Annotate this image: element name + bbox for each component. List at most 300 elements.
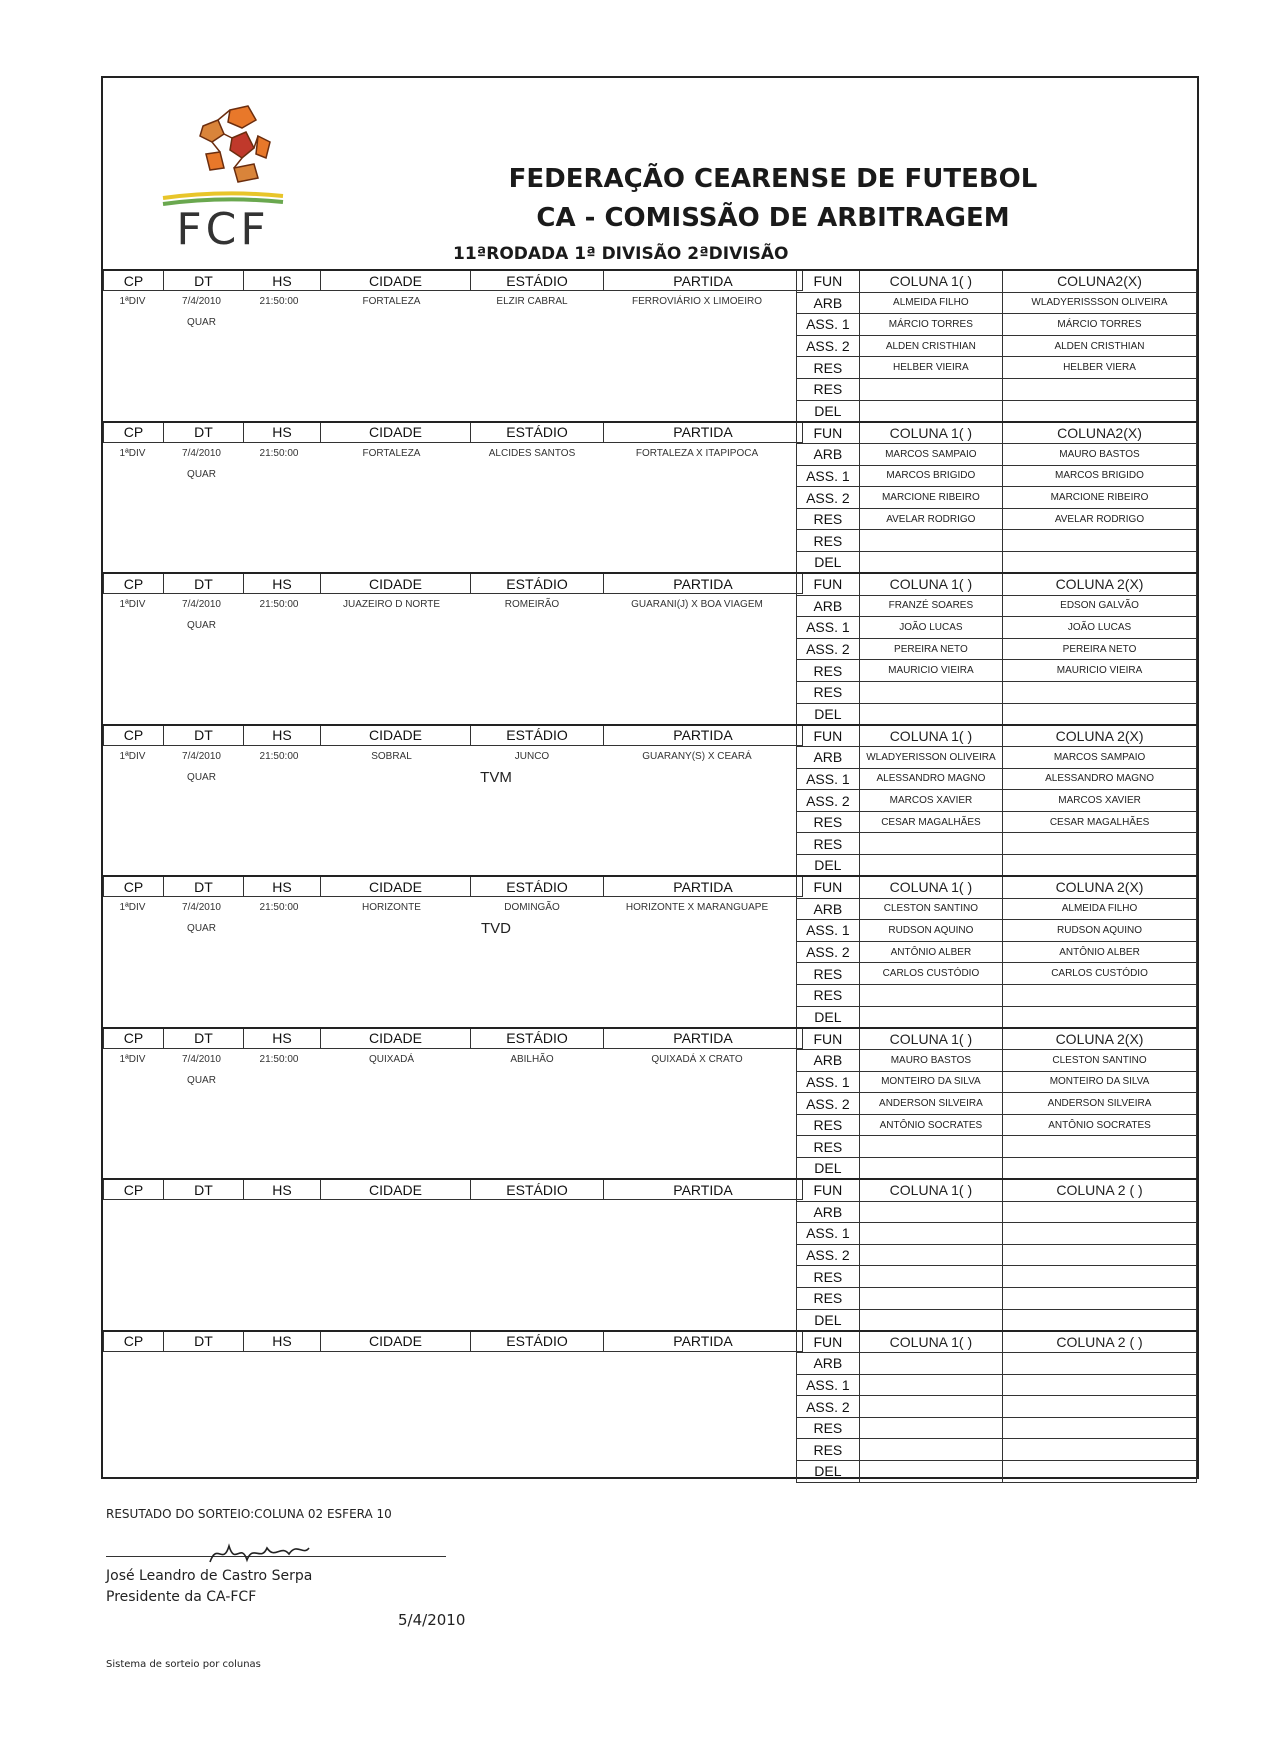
city-value: QUIXADÁ [368, 1053, 414, 1065]
header-cidade: CIDADE [321, 1028, 471, 1049]
function-label: DEL [797, 400, 860, 422]
column2-referee: ANDERSON SILVEIRA [1003, 1093, 1197, 1115]
header-partida: PARTIDA [604, 270, 803, 291]
function-label: ASS. 2 [797, 1396, 860, 1418]
column1-referee [859, 1439, 1002, 1461]
function-label: ASS. 1 [797, 465, 860, 487]
column2-referee [1003, 833, 1197, 855]
column1-referee: MÁRCIO TORRES [859, 314, 1002, 336]
referee-table [796, 1027, 1197, 1180]
column1-referee: CESAR MAGALHÃES [859, 811, 1002, 833]
referee-row [797, 1136, 1197, 1158]
header-cp: CP [104, 1179, 164, 1200]
block-header [103, 572, 803, 594]
function-label: RES [797, 1136, 860, 1158]
column1-referee [859, 1396, 1002, 1418]
header-estadio: ESTÁDIO [471, 1179, 604, 1200]
column2-referee [1002, 530, 1196, 552]
column2-referee [1002, 378, 1196, 400]
column1-header: COLUNA 1( ) [859, 422, 1002, 444]
header-cp: CP [104, 270, 164, 291]
header-hs: HS [244, 422, 321, 443]
weekday-value: QUAR [187, 771, 216, 783]
column1-referee [859, 530, 1002, 552]
block-header [103, 1027, 803, 1049]
column1-referee: AVELAR RODRIGO [859, 508, 1002, 530]
referee-row [797, 378, 1197, 400]
match-value: GUARANI(J) X BOA VIAGEM [631, 599, 763, 610]
column1-referee: RUDSON AQUINO [859, 920, 1002, 942]
time-value: 21:50:00 [259, 296, 299, 307]
column2-referee: MARCOS BRIGIDO [1002, 465, 1196, 487]
block-header [103, 875, 803, 897]
column1-referee: MARCOS BRIGIDO [859, 465, 1002, 487]
referee-row [797, 1287, 1197, 1309]
column2-referee [1003, 1353, 1197, 1375]
round-title: 11ªRODADA 1ª DIVISÃO 2ªDIVISÃO [453, 244, 789, 264]
function-label: RES [797, 508, 860, 530]
stadium-value: ROMEIRÃO [504, 599, 560, 610]
column2-referee [1003, 1006, 1197, 1028]
weekday-value: QUAR [187, 1074, 216, 1086]
column1-header: COLUNA 1( ) [859, 1028, 1002, 1050]
time-value: 21:50:00 [259, 599, 299, 610]
date-value: 7/4/2010 [182, 750, 221, 762]
header-hs: HS [244, 1331, 321, 1352]
date-value: 7/4/2010 [182, 599, 221, 610]
column1-referee: ANTÔNIO SOCRATES [859, 1114, 1002, 1136]
referee-row [797, 357, 1197, 379]
column1-referee: ANDERSON SILVEIRA [859, 1093, 1002, 1115]
column1-referee: ANTÔNIO ALBER [859, 941, 1002, 963]
function-label: RES [797, 1287, 860, 1309]
column1-referee: MAURO BASTOS [859, 1050, 1002, 1072]
function-label: ASS. 1 [797, 314, 860, 336]
function-label: RES [797, 1439, 860, 1461]
header-dt: DT [164, 876, 244, 897]
match-info [103, 442, 796, 572]
signature-mark [205, 1532, 315, 1572]
broadcast-note: TVD [481, 920, 511, 937]
column1-header: COLUNA 1( ) [859, 270, 1002, 292]
column1-referee: MARCIONE RIBEIRO [859, 487, 1002, 509]
referee-row [797, 898, 1197, 920]
referee-table [796, 1178, 1197, 1331]
header-fun: FUN [797, 725, 860, 747]
referee-row [797, 1093, 1197, 1115]
header-partida: PARTIDA [604, 1331, 803, 1352]
column2-header: COLUNA2(X) [1002, 270, 1196, 292]
referee-row [797, 984, 1197, 1006]
column1-referee: ALESSANDRO MAGNO [859, 768, 1002, 790]
logo-text: FCF [176, 204, 270, 248]
referee-row [797, 1266, 1197, 1288]
column1-referee [859, 1287, 1002, 1309]
column2-referee [1003, 703, 1197, 725]
header-partida: PARTIDA [604, 1028, 803, 1049]
header-fun: FUN [797, 270, 860, 292]
date-value: 7/4/2010 [182, 447, 221, 459]
referee-row [797, 1158, 1197, 1180]
column1-header: COLUNA 1( ) [859, 876, 1002, 898]
block-header [103, 724, 803, 746]
column1-referee: CARLOS CUSTÓDIO [859, 963, 1002, 985]
column2-referee: ALMEIDA FILHO [1003, 898, 1197, 920]
function-label: RES [797, 1114, 860, 1136]
function-label: ARB [797, 444, 860, 466]
column2-header: COLUNA 2(X) [1003, 1028, 1197, 1050]
referee-row [797, 530, 1197, 552]
referee-row [797, 1071, 1197, 1093]
column1-referee: MARCOS XAVIER [859, 790, 1002, 812]
function-label: ASS. 1 [797, 1223, 860, 1245]
header-fun: FUN [797, 422, 860, 444]
column1-referee [859, 833, 1002, 855]
header-partida: PARTIDA [604, 422, 803, 443]
referee-row [797, 1006, 1197, 1028]
function-label: ARB [797, 1050, 860, 1072]
function-label: RES [797, 660, 860, 682]
referee-row [797, 1309, 1197, 1331]
column2-header: COLUNA 2 ( ) [1003, 1331, 1197, 1353]
match-info [103, 896, 796, 1026]
column1-referee [859, 703, 1002, 725]
city-value: HORIZONTE [362, 902, 421, 913]
header-fun: FUN [797, 1331, 860, 1353]
match-value: HORIZONTE X MARANGUAPE [625, 902, 769, 913]
referee-table [796, 724, 1197, 877]
column2-header: COLUNA 2 ( ) [1003, 1179, 1197, 1201]
header-dt: DT [164, 1179, 244, 1200]
column1-referee: ALDEN CRISTHIAN [859, 335, 1002, 357]
referee-row [797, 1223, 1197, 1245]
function-label: ASS. 2 [797, 487, 860, 509]
referee-row [797, 1439, 1197, 1461]
weekday-value: QUAR [187, 317, 216, 328]
referee-row [797, 595, 1197, 617]
column2-referee: MARCOS XAVIER [1003, 790, 1197, 812]
draw-result: RESUTADO DO SORTEIO:COLUNA 02 ESFERA 10 [106, 1507, 392, 1521]
header-estadio: ESTÁDIO [471, 422, 604, 443]
header-estadio: ESTÁDIO [471, 1331, 604, 1352]
function-label: ASS. 2 [797, 1244, 860, 1266]
column2-header: COLUNA 2(X) [1003, 573, 1197, 595]
column1-referee [859, 1266, 1002, 1288]
column2-referee: MAURICIO VIEIRA [1003, 660, 1197, 682]
header-cidade: CIDADE [321, 1179, 471, 1200]
function-label: RES [797, 1417, 860, 1439]
cp-value: 1ªDIV [119, 750, 146, 762]
block-header [103, 269, 803, 291]
function-label: RES [797, 833, 860, 855]
column1-referee [859, 681, 1002, 703]
referee-table [796, 875, 1197, 1028]
column2-referee: PEREIRA NETO [1003, 638, 1197, 660]
fcf-logo [158, 98, 288, 248]
column2-referee [1003, 681, 1197, 703]
referee-row [797, 1201, 1197, 1223]
header-hs: HS [244, 1028, 321, 1049]
column1-referee: MAURICIO VIEIRA [859, 660, 1002, 682]
stadium-value: JUNCO [514, 750, 550, 762]
referee-table [796, 572, 1197, 725]
match-block [103, 269, 1197, 421]
referee-row [797, 1050, 1197, 1072]
referee-row [797, 292, 1197, 314]
function-label: ARB [797, 1353, 860, 1375]
referee-row [797, 790, 1197, 812]
match-block [103, 875, 1197, 1027]
referee-row [797, 681, 1197, 703]
function-label: RES [797, 984, 860, 1006]
referee-row [797, 833, 1197, 855]
header-cidade: CIDADE [321, 422, 471, 443]
match-info [103, 1199, 796, 1329]
function-label: ASS. 2 [797, 790, 860, 812]
cp-value: 1ªDIV [119, 447, 146, 459]
column2-referee [1002, 400, 1196, 422]
referee-row [797, 1353, 1197, 1375]
column2-referee: JOÃO LUCAS [1003, 617, 1197, 639]
function-label: ARB [797, 898, 860, 920]
referee-row [797, 660, 1197, 682]
block-header [103, 421, 803, 443]
block-header [103, 1178, 803, 1200]
column1-referee [859, 1136, 1002, 1158]
header-partida: PARTIDA [604, 1179, 803, 1200]
column1-referee [859, 984, 1002, 1006]
header-estadio: ESTÁDIO [471, 1028, 604, 1049]
header-cidade: CIDADE [321, 1331, 471, 1352]
column2-referee [1003, 1309, 1197, 1331]
soccer-ball-icon [200, 106, 270, 182]
referee-row [797, 1244, 1197, 1266]
header-fun: FUN [797, 1179, 860, 1201]
cp-value: 1ªDIV [119, 902, 146, 913]
column1-header: COLUNA 1( ) [859, 1331, 1002, 1353]
column2-referee [1003, 1223, 1197, 1245]
column1-referee: HELBER VIEIRA [859, 357, 1002, 379]
referee-row [797, 941, 1197, 963]
column2-header: COLUNA 2(X) [1003, 725, 1197, 747]
referee-row [797, 314, 1197, 336]
function-label: RES [797, 378, 860, 400]
column2-referee: ALESSANDRO MAGNO [1003, 768, 1197, 790]
header-dt: DT [164, 1331, 244, 1352]
function-label: RES [797, 963, 860, 985]
signer-name: José Leandro de Castro Serpa [106, 1568, 313, 1584]
column2-referee [1003, 1201, 1197, 1223]
function-label: ARB [797, 747, 860, 769]
column1-referee [859, 378, 1002, 400]
column2-referee: CESAR MAGALHÃES [1003, 811, 1197, 833]
function-label: DEL [797, 703, 860, 725]
signer-role: Presidente da CA-FCF [106, 1589, 257, 1605]
column2-referee [1003, 855, 1197, 877]
match-info [103, 593, 796, 723]
header-hs: HS [244, 573, 321, 594]
function-label: RES [797, 530, 860, 552]
column2-referee: AVELAR RODRIGO [1002, 508, 1196, 530]
function-label: ASS. 2 [797, 1093, 860, 1115]
block-header [103, 1330, 803, 1352]
function-label: ASS. 2 [797, 941, 860, 963]
match-info [103, 290, 796, 420]
referee-row [797, 1374, 1197, 1396]
header-hs: HS [244, 725, 321, 746]
column1-referee: MONTEIRO DA SILVA [859, 1071, 1002, 1093]
referee-row [797, 400, 1197, 422]
column2-referee [1003, 1244, 1197, 1266]
header-cidade: CIDADE [321, 270, 471, 291]
stadium-value: ELZIR CABRAL [496, 296, 568, 307]
date-value: 7/4/2010 [182, 296, 221, 307]
column2-referee: MONTEIRO DA SILVA [1003, 1071, 1197, 1093]
column1-referee: JOÃO LUCAS [859, 617, 1002, 639]
weekday-value: QUAR [187, 468, 216, 480]
header-cp: CP [104, 876, 164, 897]
column1-referee [859, 1417, 1002, 1439]
date-value: 7/4/2010 [182, 1053, 221, 1065]
match-info [103, 1351, 796, 1481]
function-label: DEL [797, 552, 860, 574]
match-value: QUIXADÁ X CRATO [651, 1053, 743, 1065]
function-label: ASS. 1 [797, 1374, 860, 1396]
cp-value: 1ªDIV [119, 296, 146, 307]
stadium-value: DOMINGÃO [504, 902, 560, 913]
referee-table [796, 421, 1197, 574]
function-label: ASS. 1 [797, 617, 860, 639]
column2-referee: CLESTON SANTINO [1003, 1050, 1197, 1072]
cp-value: 1ªDIV [119, 599, 146, 610]
match-blocks [103, 269, 1197, 1481]
column2-referee: MARCIONE RIBEIRO [1002, 487, 1196, 509]
match-info [103, 745, 796, 875]
referee-row [797, 811, 1197, 833]
referee-row [797, 747, 1197, 769]
document-date: 5/4/2010 [398, 1611, 466, 1629]
referee-row [797, 1396, 1197, 1418]
function-label: ASS. 2 [797, 638, 860, 660]
function-label: DEL [797, 1461, 860, 1483]
function-label: RES [797, 811, 860, 833]
column1-referee: CLESTON SANTINO [859, 898, 1002, 920]
city-value: FORTALEZA [362, 296, 421, 307]
function-label: DEL [797, 1158, 860, 1180]
referee-row [797, 1461, 1197, 1483]
referee-row [797, 920, 1197, 942]
column2-referee [1003, 1287, 1197, 1309]
column2-referee [1003, 1461, 1197, 1483]
weekday-value: QUAR [187, 620, 216, 631]
column2-referee: ANTÔNIO SOCRATES [1003, 1114, 1197, 1136]
match-block [103, 1027, 1197, 1179]
column2-referee: EDSON GALVÃO [1003, 595, 1197, 617]
referee-row [797, 508, 1197, 530]
column2-referee: CARLOS CUSTÓDIO [1003, 963, 1197, 985]
column1-referee [859, 1374, 1002, 1396]
function-label: ARB [797, 292, 860, 314]
function-label: ARB [797, 595, 860, 617]
referee-row [797, 768, 1197, 790]
column1-referee [859, 1244, 1002, 1266]
column2-referee: MARCOS SAMPAIO [1003, 747, 1197, 769]
time-value: 21:50:00 [259, 447, 299, 459]
time-value: 21:50:00 [259, 902, 299, 913]
match-value: GUARANY(S) X CEARÁ [642, 750, 752, 762]
header-hs: HS [244, 270, 321, 291]
referee-row [797, 487, 1197, 509]
column1-referee [859, 552, 1002, 574]
match-block [103, 724, 1197, 876]
referee-row [797, 638, 1197, 660]
function-label: RES [797, 681, 860, 703]
header-cidade: CIDADE [321, 876, 471, 897]
column1-referee [859, 1461, 1002, 1483]
column2-referee [1003, 1417, 1197, 1439]
time-value: 21:50:00 [259, 1053, 299, 1065]
header-partida: PARTIDA [604, 725, 803, 746]
column2-referee [1002, 552, 1196, 574]
cp-value: 1ªDIV [119, 1053, 146, 1065]
function-label: DEL [797, 855, 860, 877]
referee-row [797, 703, 1197, 725]
header-hs: HS [244, 1179, 321, 1200]
function-label: ASS. 2 [797, 335, 860, 357]
column2-referee [1003, 1158, 1197, 1180]
referee-row [797, 855, 1197, 877]
city-value: SOBRAL [371, 750, 412, 762]
stadium-value: ALCIDES SANTOS [488, 447, 576, 459]
column1-header: COLUNA 1( ) [859, 573, 1002, 595]
header-cp: CP [104, 573, 164, 594]
match-block [103, 572, 1197, 724]
function-label: ASS. 1 [797, 1071, 860, 1093]
function-label: RES [797, 357, 860, 379]
referee-row [797, 444, 1197, 466]
header-cp: CP [104, 1331, 164, 1352]
function-label: DEL [797, 1309, 860, 1331]
document-frame [101, 76, 1199, 1479]
match-value: FORTALEZA X ITAPIPOCA [635, 447, 759, 459]
header-estadio: ESTÁDIO [471, 725, 604, 746]
column1-referee [859, 1201, 1002, 1223]
column2-referee [1003, 1136, 1197, 1158]
header-dt: DT [164, 270, 244, 291]
function-label: DEL [797, 1006, 860, 1028]
match-block [103, 1178, 1197, 1330]
column2-referee: RUDSON AQUINO [1003, 920, 1197, 942]
header-fun: FUN [797, 1028, 860, 1050]
referee-row [797, 335, 1197, 357]
referee-table [796, 1330, 1197, 1483]
city-value: JUAZEIRO D NORTE [342, 599, 441, 610]
commission-title: CA - COMISSÃO DE ARBITRAGEM [536, 203, 1010, 233]
header-dt: DT [164, 422, 244, 443]
weekday-value: QUAR [187, 923, 216, 934]
column1-referee [859, 855, 1002, 877]
column1-referee [859, 1158, 1002, 1180]
header-dt: DT [164, 1028, 244, 1049]
column1-header: COLUNA 1( ) [859, 725, 1002, 747]
header-hs: HS [244, 876, 321, 897]
match-info [103, 1048, 796, 1178]
broadcast-note: TVM [480, 768, 512, 786]
org-title: FEDERAÇÃO CEARENSE DE FUTEBOL [508, 164, 1038, 194]
column2-referee: MAURO BASTOS [1002, 444, 1196, 466]
column1-referee [859, 1223, 1002, 1245]
column2-header: COLUNA2(X) [1002, 422, 1196, 444]
